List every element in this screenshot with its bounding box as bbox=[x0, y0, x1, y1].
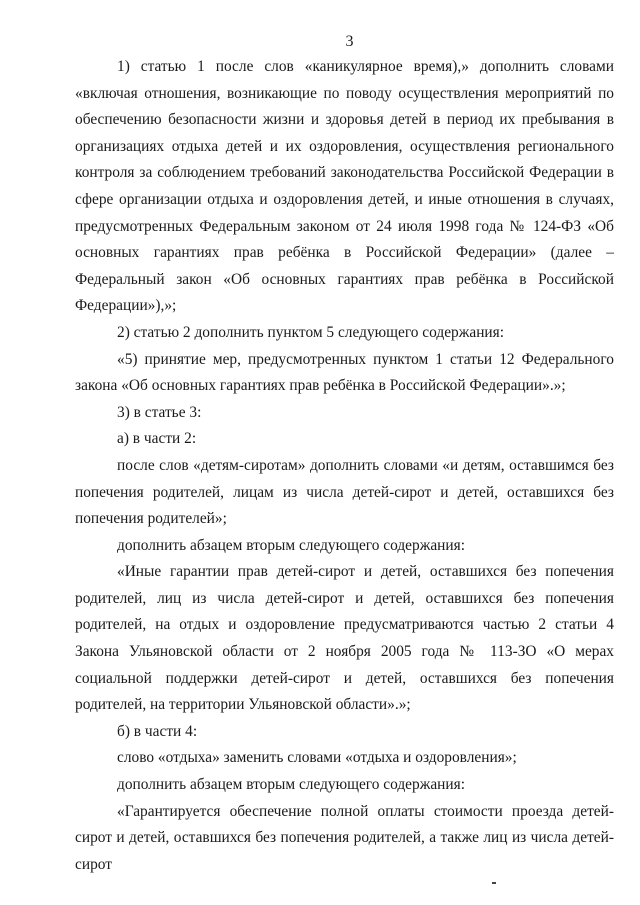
paragraph-quoted-text-2: «Гарантируется обеспечение полной оплаты стоимости проезда детей-сирот и детей, оставшихся без попечения родителей, а также лиц из числа детей-сирот bbox=[75, 802, 614, 873]
paragraph-amendment-1: после слов «детям-сиротам» дополнить словами «и детям, оставшимся без попечения родителей, лицам из числа детей-сирот и детей, оставшихся без попечения родителей»; bbox=[75, 456, 614, 528]
paragraph-subitem-a: а) в части 2: bbox=[117, 430, 197, 448]
paragraph-quoted-text-1: «Иные гарантии прав детей-сирот и детей, оставшихся без попечения родителей, лиц из числа детей-сирот и детей, оставшихся без попечения родителей, на отдых и оздоровление предусматриваются частью 2 статьи 4 Закона Ульяновской области от 2 ноября 2005 года № 113-ЗО «О мерах социальной поддержки детей-сирот и детей, оставшихся без попечения родителей, на территории Ульяновской области».»; bbox=[75, 563, 614, 714]
paragraph-item-2-text: «5) принятие мер, предусмотренных пунктом 1 статьи 12 Федерального закона «Об основных гарантиях прав ребёнка в Российской Федерации».»; bbox=[75, 350, 614, 395]
paragraph-item-2: 2) статью 2 дополнить пунктом 5 следующего содержания: bbox=[117, 323, 505, 341]
page-number: 3 bbox=[345, 33, 354, 50]
paragraph-item-1: 1) статью 1 после слов «каникулярное время),» дополнить словами «включая отношения, возникающие по поводу осуществления мероприятий по обеспечению безопасности жизни и здоровья детей в период их пребывания в организациях отдыха детей и их оздоровления, осуществления регионального контроля за соблюдением требований законодательства Российской Федерации в сфере организации отдыха и оздоровления детей, и иные отношения в случаях, предусмотренных Федеральным законом от 24 июля 1998 года № 124-ФЗ «Об основных гарантиях прав ребёнка в Российской Федерации» (далее – Федеральный закон «Об основных гарантиях прав ребёнка в Российской Федерации»),»; bbox=[75, 58, 614, 315]
scan-mark bbox=[492, 882, 496, 884]
paragraph-subitem-b: б) в части 4: bbox=[117, 722, 198, 740]
paragraph-add-abzac-1: дополнить абзацем вторым следующего содержания: bbox=[117, 536, 466, 554]
paragraph-add-abzac-2: дополнить абзацем вторым следующего содержания: bbox=[117, 776, 466, 794]
paragraph-replace-word: слово «отдыха» заменить словами «отдыха и оздоровления»; bbox=[117, 749, 517, 767]
paragraph-item-3: 3) в статье 3: bbox=[117, 403, 202, 421]
